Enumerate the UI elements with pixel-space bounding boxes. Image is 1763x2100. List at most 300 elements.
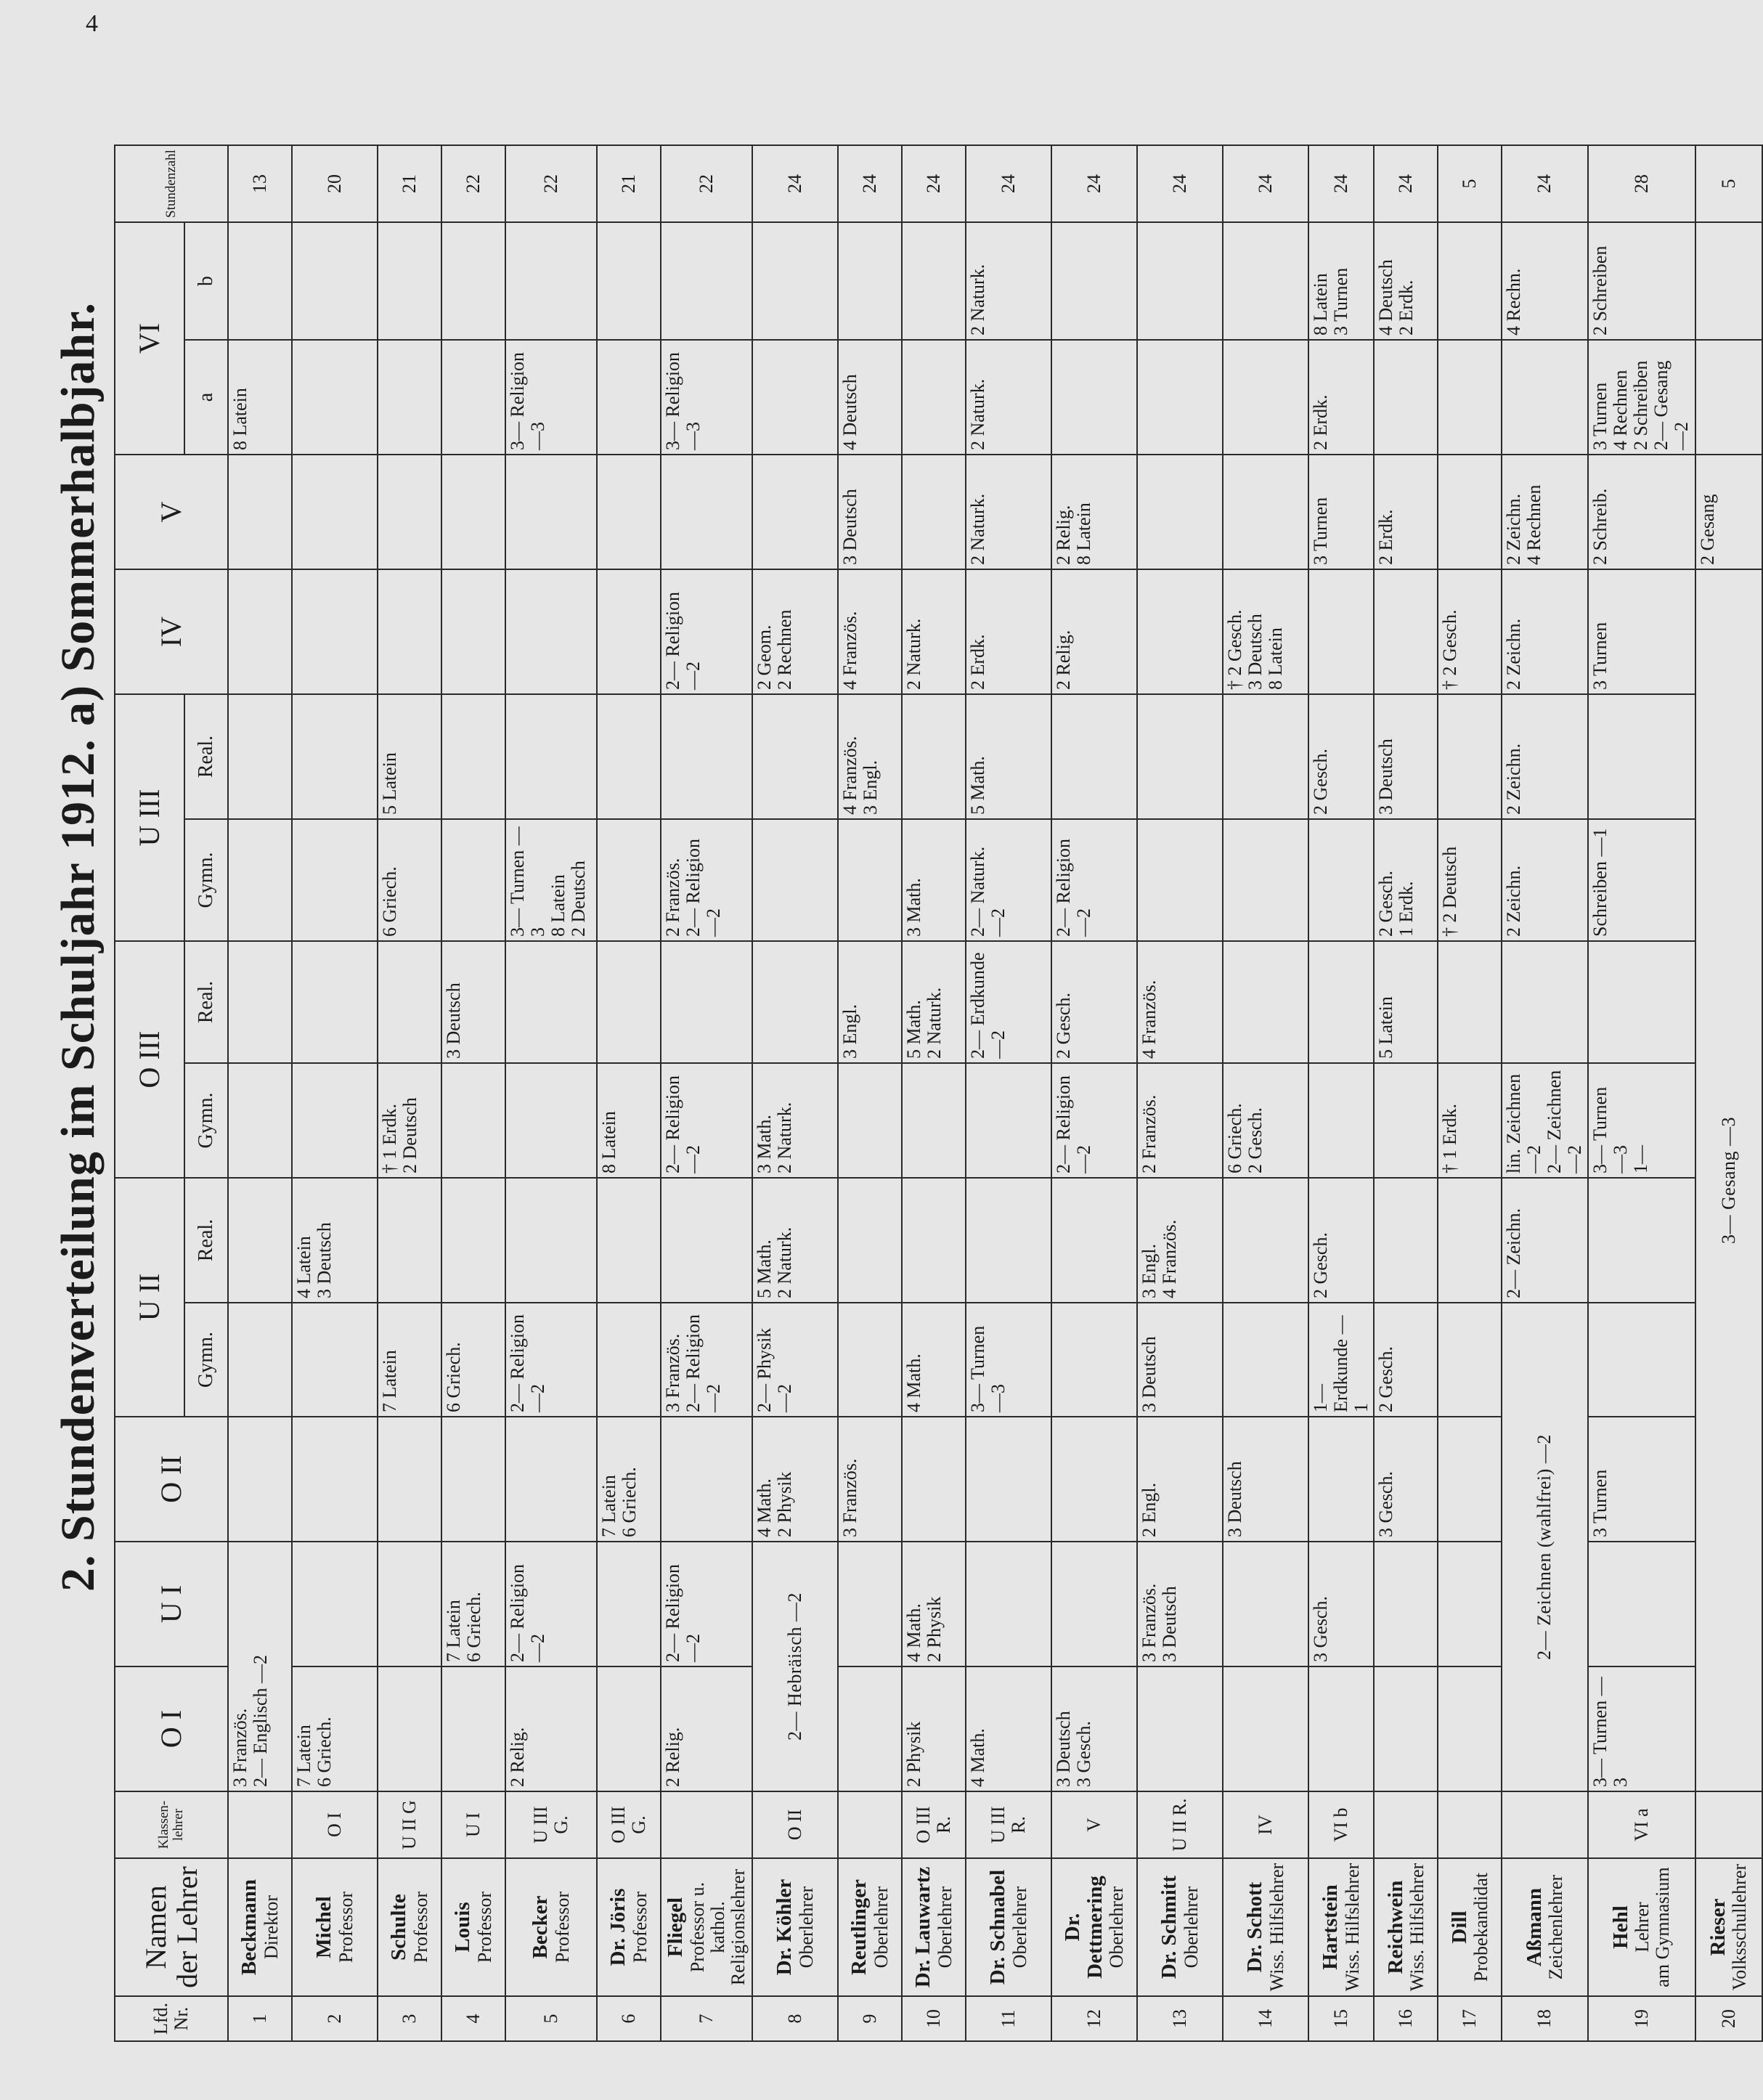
teacher-cell xyxy=(1374,1858,1438,1996)
table-row xyxy=(1137,145,1223,2041)
lesson-cell-oiii-r xyxy=(597,941,661,1063)
teacher-title: Professor xyxy=(629,1891,651,1963)
lesson-cell-vi-a xyxy=(752,340,838,455)
lesson-cell-uiii-r xyxy=(441,694,505,819)
lesson-cell-v: 2 Zeichn. 4 Rechnen xyxy=(1502,455,1587,569)
lesson-cell-ui: 2— Religion —2 xyxy=(505,1542,597,1666)
lesson-cell-oiii-r: 3 Deutsch xyxy=(441,941,505,1063)
stundenzahl-cell: 24 xyxy=(838,145,902,222)
lesson-cell-uiii-g: 2 Französ. 2— Religion —2 xyxy=(661,819,752,941)
lesson-cell-vi-a: 2 Erdk. xyxy=(1308,340,1374,455)
lesson-cell-vi-a: 3 Turnen 4 Rechnen 2 Schreiben 2— Gesang —2 xyxy=(1588,340,1695,455)
lesson-cell-ui xyxy=(378,1542,441,1666)
lesson-cell-v xyxy=(597,455,661,569)
lesson-cell-iv: † 2 Gesch. 3 Deutsch 8 Latein xyxy=(1223,569,1308,694)
lesson-cell-oiii-g: 3— Turnen —3 1— xyxy=(1588,1063,1695,1178)
lesson-cell-oii: 3 Turnen xyxy=(1588,1417,1695,1542)
teacher-name: Fliegel xyxy=(664,1897,688,1958)
lesson-cell-uii-r: 2 Gesch. xyxy=(1308,1178,1374,1303)
lesson-cell-oii: 2 Engl. xyxy=(1137,1417,1223,1542)
header-iv: IV xyxy=(115,569,228,694)
lesson-cell-vi-b xyxy=(1223,222,1308,340)
stundenzahl-cell: 24 xyxy=(1051,145,1137,222)
row-number: 14 xyxy=(1223,1996,1308,2041)
page-number: 4 xyxy=(86,10,98,37)
klassenlehrer-cell: O II xyxy=(752,1791,838,1858)
table-row xyxy=(966,145,1051,2041)
teacher-name: Dr. Schnabel xyxy=(986,1869,1010,1985)
lesson-cell-oiii-g xyxy=(1374,1063,1438,1178)
table-row xyxy=(597,145,661,2041)
teacher-name: Hehl xyxy=(1608,1905,1632,1949)
table-row xyxy=(752,145,838,2041)
teacher-cell xyxy=(1308,1858,1374,1996)
row-number: 7 xyxy=(661,1996,752,2041)
lesson-cell-oiii-r xyxy=(292,941,378,1063)
table-row xyxy=(505,145,597,2041)
teacher-title: Wiss. Hilfslehrer xyxy=(1266,1863,1287,1992)
lesson-cell-oiii-r: 4 Französ. xyxy=(1137,941,1223,1063)
lesson-cell-oii: 3 Gesch. xyxy=(1374,1417,1438,1542)
teacher-name: Reutlinger xyxy=(847,1879,871,1976)
lesson-cell-uii-r xyxy=(597,1178,661,1303)
lesson-cell-uii-g xyxy=(1588,1303,1695,1417)
lesson-cell-oii: 7 Latein 6 Griech. xyxy=(597,1417,661,1542)
teacher-title: Oberlehrer xyxy=(1106,1886,1128,1969)
lesson-cell-uii-r xyxy=(228,1178,292,1303)
lesson-cell-vi-a xyxy=(1695,340,1762,455)
lesson-cell-iv: 2 Relig. xyxy=(1051,569,1137,694)
stundenzahl-cell: 20 xyxy=(292,145,378,222)
lesson-cell-uii-g: 3 Französ. 2— Religion —2 xyxy=(661,1303,752,1417)
lesson-cell-oi xyxy=(441,1666,505,1791)
lesson-cell-uiii-g xyxy=(838,819,902,941)
header-vi-b: b xyxy=(184,222,228,340)
lesson-cell-oi xyxy=(1137,1666,1223,1791)
lesson-cell-vi-a xyxy=(292,340,378,455)
klassenlehrer-cell xyxy=(228,1791,292,1858)
lesson-cell-uii-r: 2— Zeichn. xyxy=(1502,1178,1587,1303)
lesson-cell-vi-a xyxy=(1051,340,1137,455)
table-row xyxy=(1051,145,1137,2041)
stundenzahl-cell: 24 xyxy=(1308,145,1374,222)
lesson-cell-oiii-g: 2— Religion —2 xyxy=(661,1063,752,1178)
lesson-cell-v: 2 Erdk. xyxy=(1374,455,1438,569)
lesson-cell-oiii-g xyxy=(966,1063,1051,1178)
teacher-name: Hartstein xyxy=(1319,1884,1343,1970)
lesson-cell-uii-g: 2— Physik —2 xyxy=(752,1303,838,1417)
lesson-cell-ui xyxy=(966,1542,1051,1666)
teacher-cell xyxy=(1137,1858,1223,1996)
teacher-title: Volksschullehrer xyxy=(1729,1863,1751,1991)
row-number: 18 xyxy=(1502,1996,1587,2041)
teacher-title: Wiss. Hilfslehrer xyxy=(1406,1863,1428,1992)
row-number: 10 xyxy=(902,1996,966,2041)
teacher-name: Aßmann xyxy=(1522,1888,1546,1966)
table-row xyxy=(1502,145,1587,2041)
lesson-cell-oiii-g xyxy=(838,1063,902,1178)
teacher-title: Probekandidat xyxy=(1470,1872,1491,1982)
lesson-cell-iv: 3 Turnen xyxy=(1588,569,1695,694)
stundenzahl-cell: 21 xyxy=(378,145,441,222)
lesson-cell-uii-r xyxy=(966,1178,1051,1303)
lesson-cell-uiii-r xyxy=(1051,694,1137,819)
lesson-cell-v xyxy=(1438,455,1502,569)
teacher-title: Professor xyxy=(410,1891,431,1963)
lesson-cell-v xyxy=(505,455,597,569)
lesson-cell-v xyxy=(1137,455,1223,569)
teacher-name: Becker xyxy=(529,1895,553,1959)
lesson-cell-uiii-g xyxy=(228,819,292,941)
lesson-cell-oiii-r: 2 Gesch. xyxy=(1051,941,1137,1063)
row-number: 8 xyxy=(752,1996,838,2041)
row-number: 15 xyxy=(1308,1996,1374,2041)
row-number: 9 xyxy=(838,1996,902,2041)
header-uiii: U III xyxy=(115,694,184,941)
lesson-cell-v: 2 Naturk. xyxy=(966,455,1051,569)
row-number: 17 xyxy=(1438,1996,1502,2041)
lesson-cell-vi-b xyxy=(292,222,378,340)
stundenzahl-cell: 22 xyxy=(441,145,505,222)
lesson-cell-uii-g xyxy=(597,1303,661,1417)
lesson-cell-oiii-r: 5 Math. 2 Naturk. xyxy=(902,941,966,1063)
stundenzahl-cell: 24 xyxy=(1502,145,1587,222)
lesson-cell-vi-a: 4 Deutsch xyxy=(838,340,902,455)
header-vi-a: a xyxy=(184,340,228,455)
lesson-cell-iv: 2 Erdk. xyxy=(966,569,1051,694)
lesson-cell-uiii-r: 5 Math. xyxy=(966,694,1051,819)
lesson-cell-vi-a: 3— Religion —3 xyxy=(505,340,597,455)
table-row xyxy=(1374,145,1438,2041)
lesson-cell-iv xyxy=(597,569,661,694)
teacher-name: Dr. Dettmering xyxy=(1060,1876,1107,1979)
lesson-cell-iv: 2 Geom. 2 Rechnen xyxy=(752,569,838,694)
lesson-cell-uiii-r xyxy=(902,694,966,819)
lesson-cell-oiii-r xyxy=(752,941,838,1063)
lesson-cell-oi xyxy=(597,1666,661,1791)
lesson-cell-uii-r xyxy=(1223,1178,1308,1303)
teacher-title: Zeichenlehrer xyxy=(1545,1874,1566,1980)
span-cell: 2— Zeichnen (wahlfrei) —2 xyxy=(1502,1303,1587,1791)
lesson-cell-vi-b xyxy=(505,222,597,340)
lesson-cell-oi xyxy=(378,1666,441,1791)
stundenzahl-cell: 28 xyxy=(1588,145,1695,222)
stundenzahl-cell: 24 xyxy=(752,145,838,222)
teacher-cell xyxy=(228,1858,292,1996)
lesson-cell-uii-g xyxy=(1223,1303,1308,1417)
teacher-cell xyxy=(1051,1858,1137,1996)
lesson-cell-uiii-r xyxy=(1438,694,1502,819)
teacher-cell xyxy=(752,1858,838,1996)
klassenlehrer-cell: O III R. xyxy=(902,1791,966,1858)
teacher-cell xyxy=(966,1858,1051,1996)
teacher-title: Lehrer am Gymnasium xyxy=(1632,1867,1674,1987)
teacher-cell xyxy=(1223,1858,1308,1996)
lesson-cell-oiii-r xyxy=(1438,941,1502,1063)
lesson-cell-oii: 4 Math. 2 Physik xyxy=(752,1417,838,1542)
row-number: 5 xyxy=(505,1996,597,2041)
teacher-title: Wiss. Hilfslehrer xyxy=(1341,1863,1363,1992)
lesson-cell-vi-a xyxy=(1502,340,1587,455)
teacher-title: Professor xyxy=(551,1891,573,1963)
lesson-cell-vi-a xyxy=(1374,340,1438,455)
lesson-cell-oii xyxy=(228,1417,292,1542)
header-uii-gymn: Gymn. xyxy=(184,1303,228,1417)
lesson-cell-oiii-g: 8 Latein xyxy=(597,1063,661,1178)
klassenlehrer-cell xyxy=(1502,1791,1587,1858)
header-oiii: O III xyxy=(115,941,184,1178)
klassenlehrer-cell: U III G. xyxy=(505,1791,597,1858)
row-number: 20 xyxy=(1695,1996,1762,2041)
stundenzahl-cell: 22 xyxy=(505,145,597,222)
lesson-cell-ui: 7 Latein 6 Griech. xyxy=(441,1542,505,1666)
lesson-cell-iv xyxy=(1308,569,1374,694)
lesson-cell-iv xyxy=(292,569,378,694)
row-number: 12 xyxy=(1051,1996,1137,2041)
lesson-cell-uii-g: 2 Gesch. xyxy=(1374,1303,1438,1417)
lesson-cell-v: 2 Gesang xyxy=(1695,455,1762,569)
stundenzahl-cell: 5 xyxy=(1695,145,1762,222)
lesson-cell-oi xyxy=(1308,1666,1374,1791)
lesson-cell-uiii-g: 3— Turnen —3 8 Latein 2 Deutsch xyxy=(505,819,597,941)
lesson-cell-oiii-r: 3 Engl. xyxy=(838,941,902,1063)
lesson-cell-uiii-r xyxy=(228,694,292,819)
klassenlehrer-cell xyxy=(661,1791,752,1858)
header-oi: O I xyxy=(115,1666,228,1791)
lesson-cell-vi-a: 3— Religion —3 xyxy=(661,340,752,455)
row-number: 6 xyxy=(597,1996,661,2041)
teacher-cell xyxy=(597,1858,661,1996)
lesson-cell-vi-b xyxy=(902,222,966,340)
lesson-cell-uii-g xyxy=(292,1303,378,1417)
stundenzahl-cell: 24 xyxy=(1137,145,1223,222)
teacher-name: Louis xyxy=(451,1902,475,1953)
lesson-cell-v xyxy=(228,455,292,569)
lesson-cell-vi-b xyxy=(1695,222,1762,340)
lesson-cell-vi-a: 2 Naturk. xyxy=(966,340,1051,455)
stundenzahl-cell: 24 xyxy=(1374,145,1438,222)
lesson-cell-oiii-g xyxy=(505,1063,597,1178)
klassenlehrer-cell: O III G. xyxy=(597,1791,661,1858)
lesson-cell-iv xyxy=(228,569,292,694)
lesson-cell-ui: 3 Französ. 3 Deutsch xyxy=(1137,1542,1223,1666)
lesson-cell-uii-r xyxy=(661,1178,752,1303)
lesson-cell-uii-r xyxy=(441,1178,505,1303)
lesson-cell-vi-a xyxy=(597,340,661,455)
lesson-cell-oiii-g: † 1 Erdk. xyxy=(1438,1063,1502,1178)
lesson-cell-oiii-g: 2— Religion —2 xyxy=(1051,1063,1137,1178)
teacher-name: Beckmann xyxy=(237,1879,261,1976)
lesson-cell-uii-g: 3— Turnen —3 xyxy=(966,1303,1051,1417)
teacher-name: Rieser xyxy=(1706,1898,1730,1956)
stundenzahl-cell: 24 xyxy=(1223,145,1308,222)
lesson-cell-vi-a xyxy=(378,340,441,455)
span-cell: 3— Gesang —3 xyxy=(1695,569,1762,1791)
lesson-cell-iv xyxy=(1374,569,1438,694)
lesson-cell-uiii-g xyxy=(1137,819,1223,941)
table-row xyxy=(378,145,441,2041)
lesson-cell-uiii-r xyxy=(661,694,752,819)
lesson-cell-ui: 3 Gesch. xyxy=(1308,1542,1374,1666)
stundenzahl-cell: 21 xyxy=(597,145,661,222)
lesson-cell-v: 2 Schreib. xyxy=(1588,455,1695,569)
teacher-title: Professor u. kathol. Religionslehrer xyxy=(686,1868,749,1986)
lesson-cell-uiii-r xyxy=(1588,694,1695,819)
lesson-cell-oii xyxy=(1438,1417,1502,1542)
lesson-cell-oiii-g xyxy=(1308,1063,1374,1178)
lesson-cell-v: 3 Deutsch xyxy=(838,455,902,569)
teacher-cell xyxy=(441,1858,505,1996)
lesson-cell-oiii-r xyxy=(1502,941,1587,1063)
lesson-cell-ui xyxy=(597,1542,661,1666)
lesson-cell-vi-a xyxy=(1438,340,1502,455)
lesson-cell-oiii-r xyxy=(1588,941,1695,1063)
lesson-cell-uiii-r xyxy=(1223,694,1308,819)
lesson-cell-oii xyxy=(378,1417,441,1542)
lesson-cell-uii-r xyxy=(1588,1178,1695,1303)
lesson-cell-uii-g: 6 Griech. xyxy=(441,1303,505,1417)
header-nr: Lfd. Nr. xyxy=(115,1996,228,2041)
lesson-cell-ui xyxy=(1588,1542,1695,1666)
lesson-cell-uiii-r: 5 Latein xyxy=(378,694,441,819)
lesson-cell-v xyxy=(292,455,378,569)
lesson-cell-iv xyxy=(505,569,597,694)
span-cell: 2— Hebräisch —2 xyxy=(752,1542,838,1791)
klassenlehrer-cell: O I xyxy=(292,1791,378,1858)
lesson-cell-ui xyxy=(838,1542,902,1666)
stundenzahl-cell: 24 xyxy=(902,145,966,222)
row-number: 13 xyxy=(1137,1996,1223,2041)
teacher-title: Oberlehrer xyxy=(934,1886,956,1969)
lesson-cell-iv xyxy=(378,569,441,694)
lesson-cell-iv: 2 Zeichn. xyxy=(1502,569,1587,694)
lesson-cell-oiii-r xyxy=(228,941,292,1063)
lesson-cell-uiii-g: 2 Gesch. 1 Erdk. xyxy=(1374,819,1438,941)
lesson-cell-uii-r xyxy=(1051,1178,1137,1303)
klassenlehrer-cell: U III R. xyxy=(966,1791,1051,1858)
header-uiii-real: Real. xyxy=(184,694,228,819)
lesson-cell-ui: 2— Religion —2 xyxy=(661,1542,752,1666)
lesson-cell-oi: 3— Turnen —3 xyxy=(1588,1666,1695,1791)
lesson-cell-vi-a xyxy=(902,340,966,455)
table-row xyxy=(1308,145,1374,2041)
lesson-cell-oiii-g xyxy=(902,1063,966,1178)
lesson-cell-oiii-r: 2— Erdkunde —2 xyxy=(966,941,1051,1063)
lesson-cell-oiii-r xyxy=(1308,941,1374,1063)
header-uiii-gymn: Gymn. xyxy=(184,819,228,941)
table-row xyxy=(292,145,378,2041)
lesson-cell-uiii-g: 2 Zeichn. xyxy=(1502,819,1587,941)
teacher-name: Dr. Lauwartz xyxy=(911,1866,935,1988)
lesson-cell-uii-r xyxy=(1374,1178,1438,1303)
lesson-cell-uiii-r xyxy=(505,694,597,819)
row-number: 1 xyxy=(228,1996,292,2041)
klassenlehrer-cell: U II G xyxy=(378,1791,441,1858)
header-oii: O II xyxy=(115,1417,228,1542)
klassenlehrer-cell: IV xyxy=(1223,1791,1308,1858)
lesson-cell-uiii-g: Schreiben —1 xyxy=(1588,819,1695,941)
teacher-cell xyxy=(1438,1858,1502,1996)
lesson-cell-vi-b: 2 Schreiben xyxy=(1588,222,1695,340)
lesson-cell-oii: 3 Französ. xyxy=(838,1417,902,1542)
lesson-cell-uii-r xyxy=(378,1178,441,1303)
schedule-table xyxy=(114,145,1763,2042)
lesson-cell-vi-b xyxy=(378,222,441,340)
header-names: Namen der Lehrer xyxy=(115,1858,228,1996)
lesson-cell-uiii-g xyxy=(597,819,661,941)
header-stundenzahl: Stundenzahl xyxy=(115,145,228,222)
teacher-cell xyxy=(505,1858,597,1996)
lesson-cell-oii: 3 Deutsch xyxy=(1223,1417,1308,1542)
table-row xyxy=(838,145,902,2041)
lesson-cell-v xyxy=(661,455,752,569)
lesson-cell-oi: 3 Deutsch 3 Gesch. xyxy=(1051,1666,1137,1791)
lesson-cell-vi-b: 2 Naturk. xyxy=(966,222,1051,340)
lesson-cell-ui xyxy=(1223,1542,1308,1666)
lesson-cell-vi-a: 8 Latein xyxy=(228,340,292,455)
page-title: 2. Stundenverteilung im Schuljahr 1912. a) Sommerhalbjahr. xyxy=(52,302,105,1592)
header-oiii-real: Real. xyxy=(184,941,228,1063)
teacher-cell xyxy=(1502,1858,1587,1996)
lesson-cell-uii-g xyxy=(1051,1303,1137,1417)
lesson-cell-uii-g xyxy=(838,1303,902,1417)
teacher-name: Dr. Köhler xyxy=(773,1879,797,1976)
teacher-name: Reichwein xyxy=(1383,1880,1407,1974)
lesson-cell-v: 3 Turnen xyxy=(1308,455,1374,569)
header-uii: U II xyxy=(115,1178,184,1417)
lesson-cell-oiii-r xyxy=(378,941,441,1063)
header-vi: VI xyxy=(115,222,184,455)
teacher-title: Oberlehrer xyxy=(1180,1886,1202,1969)
lesson-cell-ui xyxy=(1051,1542,1137,1666)
lesson-cell-uii-r xyxy=(505,1178,597,1303)
lesson-cell-oiii-r: 5 Latein xyxy=(1374,941,1438,1063)
span-text: 2— Englisch —2 xyxy=(250,1655,272,1787)
row-number: 19 xyxy=(1588,1996,1695,2041)
klassenlehrer-cell: U II R. xyxy=(1137,1791,1223,1858)
lesson-cell-vi-b xyxy=(441,222,505,340)
lesson-cell-iv xyxy=(1137,569,1223,694)
lesson-cell-v xyxy=(1223,455,1308,569)
lesson-cell-uiii-r: 2 Gesch. xyxy=(1308,694,1374,819)
lesson-cell-vi-b: 4 Deutsch 2 Erdk. xyxy=(1374,222,1438,340)
lesson-cell-uii-r: 3 Engl. 4 Französ. xyxy=(1137,1178,1223,1303)
lesson-cell-vi-a xyxy=(1137,340,1223,455)
lesson-cell-uii-g xyxy=(228,1303,292,1417)
lesson-cell-oii xyxy=(441,1417,505,1542)
lesson-cell-oiii-r xyxy=(661,941,752,1063)
lesson-cell-oiii-r xyxy=(505,941,597,1063)
lesson-cell-v xyxy=(441,455,505,569)
lesson-cell-uii-g xyxy=(1438,1303,1502,1417)
lesson-cell-uii-g: 4 Math. xyxy=(902,1303,966,1417)
teacher-cell xyxy=(292,1858,378,1996)
lesson-cell-v xyxy=(752,455,838,569)
lesson-cell-oiii-g xyxy=(228,1063,292,1178)
klassenlehrer-cell: VI b xyxy=(1308,1791,1374,1858)
klassenlehrer-cell xyxy=(1438,1791,1502,1858)
lesson-cell-ui xyxy=(292,1542,378,1666)
klassenlehrer-cell: V xyxy=(1051,1791,1137,1858)
lesson-cell-oiii-g: 6 Griech. 2 Gesch. xyxy=(1223,1063,1308,1178)
lesson-cell-oiii-g: 3 Math. 2 Naturk. xyxy=(752,1063,838,1178)
lesson-cell-uii-g: 7 Latein xyxy=(378,1303,441,1417)
lesson-cell-uiii-r: 4 Französ. 3 Engl. xyxy=(838,694,902,819)
lesson-cell-uii-g: 1— Erdkunde —1 xyxy=(1308,1303,1374,1417)
klassenlehrer-cell: U I xyxy=(441,1791,505,1858)
lesson-cell-oi: 4 Math. xyxy=(966,1666,1051,1791)
row-number: 11 xyxy=(966,1996,1051,2041)
